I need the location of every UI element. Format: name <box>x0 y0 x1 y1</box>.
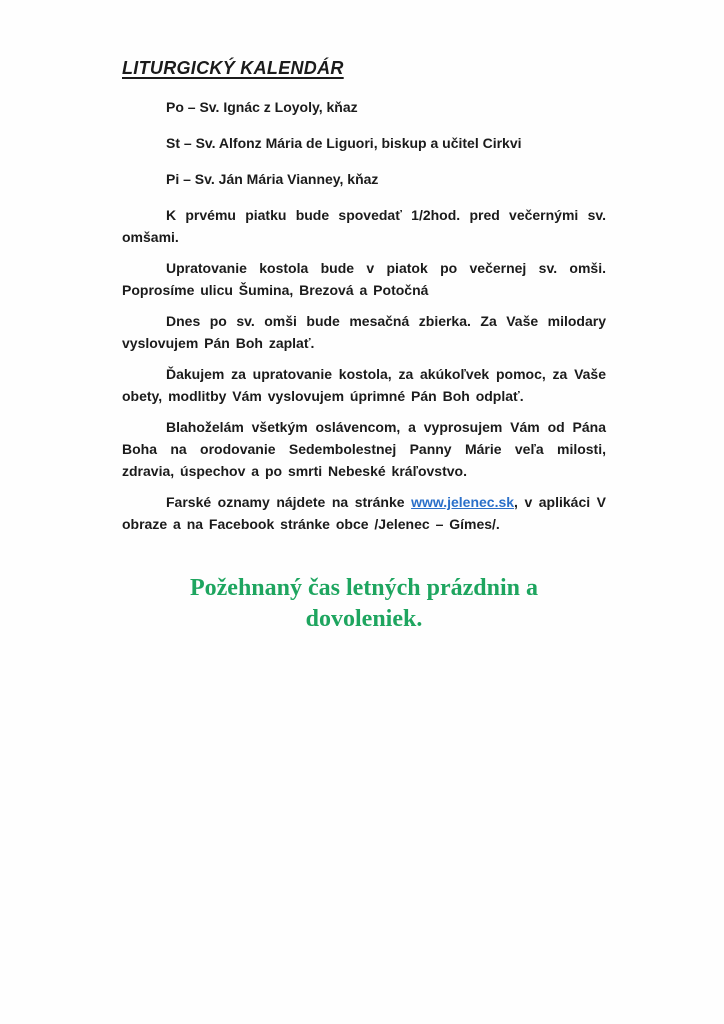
parish-news-text-before: Farské oznamy nájdete na stránke <box>166 494 412 510</box>
paragraph-church-cleaning: Upratovanie kostola bude v piatok po večernej sv. omši. Poprosíme ulicu Šumina, Brezová a Potočná <box>122 260 606 298</box>
paragraph-confession: K prvému piatku bude spovedať 1/2hod. pred večernými sv. omšami. <box>122 207 606 245</box>
closing-message: Požehnaný čas letných prázdnin a dovoleniek. <box>189 575 539 632</box>
paragraph-thanks: Ďakujem za upratovanie kostola, za akúkoľvek pomoc, za Vaše obety, modlitby Vám vyslovujem úprimné Pán Boh odplať. <box>122 366 606 404</box>
paragraph-congratulations: Blahoželám všetkým oslávencom, a vyprosujem Vám od Pána Boha na orodovanie Sedembolestnej Panny Márie veľa milosti, zdravia, úspechov a po smrti Nebeské kráľovstvo. <box>122 419 606 479</box>
parish-news-text-after: , v aplikáci V obraze a na Facebook stránke obce /Jelenec – Gímes/. <box>122 494 606 532</box>
paragraph-parish-news <box>122 491 606 535</box>
paragraph-monthly-collection: Dnes po sv. omši bude mesačná zbierka. Za Vaše milodary vyslovujem Pán Boh zaplať. <box>122 313 606 351</box>
calendar-line-monday: Po – Sv. Ignác z Loyoly, kňaz <box>166 99 358 115</box>
announcements-section <box>122 204 606 535</box>
parish-website-link[interactable]: www.jelenec.sk <box>411 494 515 510</box>
liturgical-calendar-list <box>122 96 606 190</box>
page-title: LITURGICKÝ KALENDÁR <box>122 58 344 78</box>
calendar-line-friday: Pi – Sv. Ján Mária Vianney, kňaz <box>166 171 379 187</box>
calendar-line-wednesday: St – Sv. Alfonz Mária de Liguori, biskup a učitel Cirkvi <box>166 135 522 151</box>
